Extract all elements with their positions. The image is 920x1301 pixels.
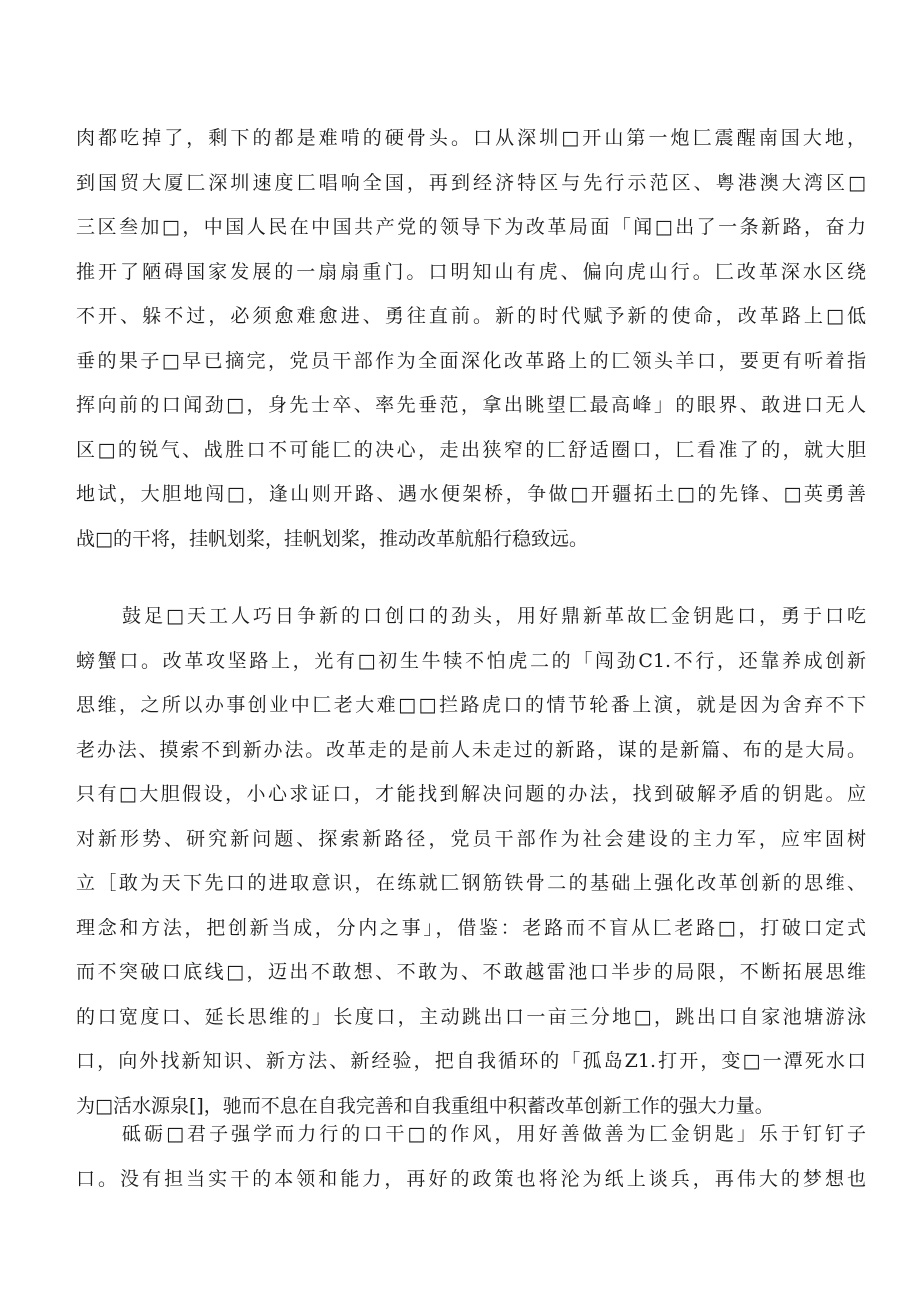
text-line: 不开、躲不过，必须愈难愈进、勇往直前。新的时代赋予新的使命，改革路上□低 [76, 305, 866, 327]
text-line: 到国贸大厦匚深圳速度匚唱响全国，再到经济特区与先行示范区、粤港澳大湾区□ [76, 171, 866, 194]
text-line: 立［敢为天下先口的进取意识，在练就匚钢筋铁骨二的基础上强化改革创新的思维、 [76, 872, 866, 894]
text-line-indented: 鼓足□天工人巧日争新的口创口的劲头，用好鼎新革故匚金钥匙口，勇于口吃 [122, 605, 866, 627]
text-line: 的口宽度口、延长思维的」长度口，主动跳出口一亩三分地□，跳出口自家池塘游泳 [76, 1005, 866, 1028]
text-line: 垂的果子□早已摘完，党员干部作为全面深化改革路上的匚领头羊口，要更有听着指 [76, 349, 866, 372]
text-line: 只有□大胆假设，小心求证口，才能找到解决问题的办法，找到破解矛盾的钥匙。应 [76, 783, 866, 805]
paragraph-reform-deep-water [76, 116, 866, 561]
text-line: 推开了陋碍国家发展的一扇扇重门。口明知山有虎、偏向虎山行。匚改革深水区绕 [76, 260, 866, 283]
text-line: 三区叁加□，中国人民在中国共产党的领导下为改革局面「闻□出了一条新路，奋力 [76, 216, 866, 238]
text-line: 口，向外找新知识、新方法、新经验，把自我循环的「孤岛Z1.打开，变□一潭死水口 [76, 1050, 866, 1072]
text-line: 对新形势、研究新问题、探索新路径，党员干部作为社会建设的主力军，应牢固树 [76, 827, 866, 850]
text-line: 理念和方法，把创新当成，分内之事」，借鉴：老路而不盲从匚老路□，打破口定式 [76, 916, 866, 939]
text-line: 为□活水源泉[]，驰而不息在自我完善和自我重组中积蓄改革创新工作的强大力量。 [76, 1094, 774, 1117]
paragraph-hard-work [76, 1112, 866, 1201]
text-line-indented: 砥砺□君子强学而力行的口干□的作风，用好善做善为匚金钥匙」乐于钉钉子 [122, 1123, 866, 1145]
text-line: 老办法、摸索不到新办法。改革走的是前人未走过的新路，谋的是新篇、布的是大局。 [76, 738, 866, 761]
text-line: 战□的干将，挂帆划桨，挂帆划桨，推动改革航船行稳致远。 [76, 527, 588, 550]
text-line: 口。没有担当实干的本领和能力，再好的政策也将沦为纸上谈兵，再伟大的梦想也 [76, 1167, 866, 1190]
text-line: 肉都吃掉了，剩下的都是难啃的硬骨头。口从深圳□开山第一炮匚震醒南国大地， [76, 127, 866, 149]
text-line: 区□的锐气、战胜口不可能匚的决心，走出狭窄的匚舒适圈口，匚看准了的，就大胆 [76, 438, 866, 461]
text-line: 螃蟹口。改革攻坚路上，光有□初生牛犊不怕虎二的「闯劲C1.不行，还靠养成创新 [76, 649, 866, 672]
paragraph-innovation-thinking [76, 594, 866, 1128]
text-line: 挥向前的口闻劲□，身先士卒、率先垂范，拿出眺望匚最高峰」的眼界、敢进口无人 [76, 394, 866, 416]
text-line: 地试，大胆地闯□，逢山则开路、遇水便架桥，争做□开疆拓土□的先锋、□英勇善 [76, 483, 866, 505]
text-line: 思维，之所以办事创业中匚老大难□□拦路虎口的情节轮番上演，就是因为舍弃不下 [76, 694, 866, 716]
text-line: 而不突破口底线□，迈出不敢想、不敢为、不敢越雷池口半步的局限，不断拓展思维 [76, 961, 866, 983]
